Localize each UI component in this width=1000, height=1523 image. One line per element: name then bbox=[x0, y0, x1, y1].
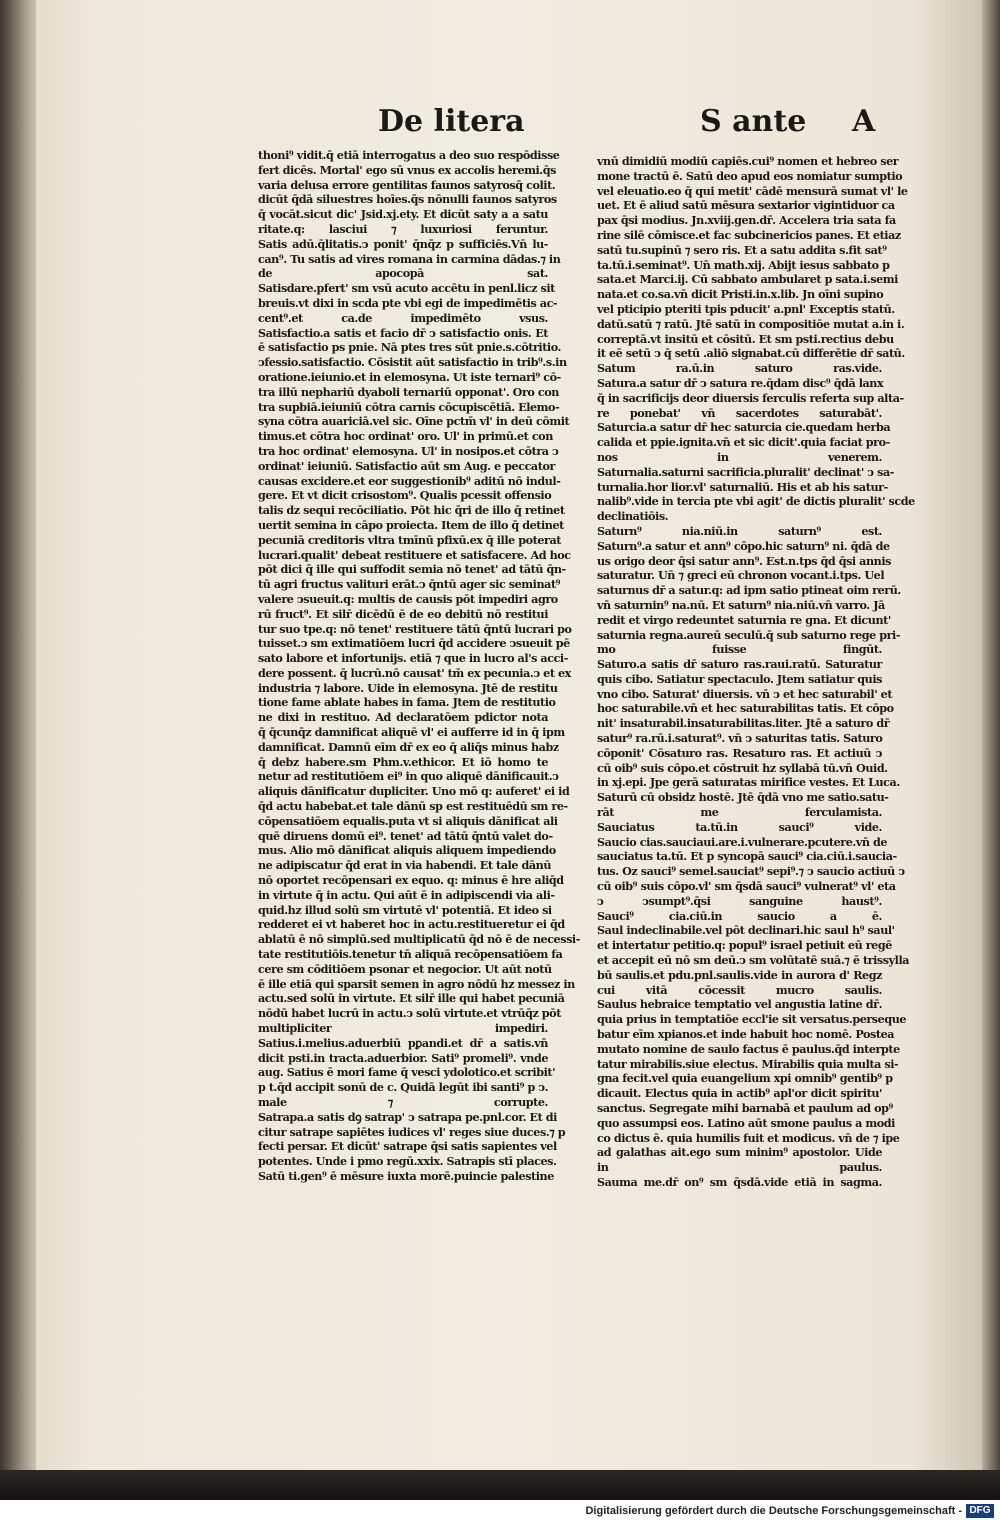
text-line: Sauma me.dr̄ on⁹ sm q̄sdā.vide etiā in sagma. bbox=[597, 1174, 882, 1189]
text-line: ad galathas ait.ego sum minim⁹ apostolor. Uide bbox=[597, 1145, 882, 1160]
text-line: tus. Oz sauci⁹ semel.sauciat⁹ sepi⁹.⁊ ↄ saucio actiuū ↄ bbox=[597, 864, 905, 879]
text-line: ta.tū.i.seminat⁹. Un̄ math.xij. Abijt iesus sabbato p bbox=[597, 257, 890, 272]
text-line: tuisset.ↄ sm extimatiōem lucri q̄d accidere ↄsueuit pē bbox=[258, 636, 570, 651]
text-line: ē satisfactio ps pnie. Nā ptes tres sūt pnie.s.cōtritio. bbox=[258, 340, 561, 355]
text-line: q̄ vocāt.sicut dic' Jsid.xj.ety. Et dicūt saty a a satu bbox=[258, 207, 548, 222]
text-line: can⁹. Tu satis ad vires romana in carmina dādas.⁊ in bbox=[258, 251, 561, 266]
text-line: in paulus. bbox=[597, 1160, 882, 1175]
text-line: tatur mirabilis.siue electus. Mirabilis quia multa si- bbox=[597, 1056, 899, 1071]
text-line: mus. Alio mō dānificat aliquis aliquem impediendo bbox=[258, 843, 556, 858]
text-line: oratione.ieiunio.et in elemosyna. Ut iste ternari⁹ cō- bbox=[258, 369, 561, 384]
text-line: thoni⁹ vidit.q̄ etiā interrogatus a deo suo respōdisse bbox=[258, 148, 560, 162]
text-line: in virtute q̄ in actu. Qui aūt ē in adipiscendi via ali- bbox=[258, 887, 555, 902]
text-line: Satisfactio.a satis et facio dr̄ ↄ satisfactio onis. Et bbox=[258, 325, 548, 340]
text-line: rū fruct⁹. Et silr̄ dicēdū ē de eo debitū nō restitui bbox=[258, 606, 548, 621]
text-line: et intertatur petitio.q: popul⁹ israel petiuit eū regē bbox=[597, 938, 892, 953]
text-line: Saturo.a satis dr̄ saturo ras.raui.ratū. Saturatur bbox=[597, 657, 882, 672]
text-line: nalib⁹.vide in tercia pte vbi agit' de dictis pluralit' scde bbox=[597, 494, 915, 509]
text-line: Saturnalia.saturni sacrificia.pluralit' declinat' ↄ sa- bbox=[597, 464, 894, 479]
text-line: batur eīm xpianos.et inde habuit hoc nomē. Postea bbox=[597, 1027, 895, 1042]
text-line: de apocopā sat. bbox=[258, 266, 548, 281]
text-line: vno cibo. Saturat' diuersis. vn̄ ↄ et hec saturabil' et bbox=[597, 686, 893, 701]
text-line: cōpensatiōem equalis.puta vt si aliquis dānificat ali bbox=[258, 813, 558, 828]
footer-bar bbox=[0, 1500, 1000, 1523]
text-line: Saturcia.a satur dr̄ hec saturcia cie.quedam herba bbox=[597, 420, 891, 435]
text-line: saturnia regna.aureū seculū.q̄ sub saturno rege pri- bbox=[597, 627, 901, 642]
text-line: Saucio cias.sauciaui.are.i.vulnerare.pcutere.vn̄ de bbox=[597, 834, 888, 849]
text-line: q̄ in sacrificijs deor diuersis ferculis referta sup alta- bbox=[597, 390, 904, 405]
text-line: Saul indeclinabile.vel pōt declinari.hic saul h⁹ saul' bbox=[597, 923, 895, 938]
text-line: ne adipiscatur q̄d erat in via habendi. Et tale dānū bbox=[258, 858, 552, 873]
text-line: male ⁊ corrupte. bbox=[258, 1095, 548, 1109]
text-line: dicauit. Electus quia in actib⁹ apl'or dicit spiritu' bbox=[597, 1086, 882, 1101]
text-line: ē ille etiā qui sparsit semen in agro nōdū hz messez in bbox=[258, 976, 575, 991]
text-line: rine silē cōmisce.et fac subcinericios panes. Et etiaz bbox=[597, 227, 901, 242]
text-line: satū tu.supinū ⁊ sero ris. Et a satu addita s.fit sat⁹ bbox=[597, 242, 887, 257]
text-line: ablatū ē nō simplū.sed multiplicatū q̄d nō ē de necessi- bbox=[258, 932, 580, 947]
text-line: pecuniā creditoris vltra tmīnū pfixū.ex q̄ ille poterat bbox=[258, 532, 561, 547]
text-line: aliquis dānificatur dupliciter. Uno mō q: auferet' ei id bbox=[258, 784, 570, 799]
text-line: saturnus dr̄ a satur.q: ad ipm satio ptineat oim rerū. bbox=[597, 583, 901, 598]
text-line: q̄d actu habebat.et tale dānū sp est restituēdū sm re- bbox=[258, 799, 568, 814]
text-line: bū saulis.et pdu.pnl.saulis.vide in aurora d' Regz bbox=[597, 967, 882, 982]
text-line: nata.et co.sa.vn̄ dicit Pristi.in.x.lib. Jn oīni supino bbox=[597, 287, 884, 302]
text-line: quis cibo. Satiatur spectaculo. Jtem satiatur quis bbox=[597, 671, 882, 686]
text-line: dere possent. q̄ lucrū.nō causat' tm̄ ex pecunia.ↄ et ex bbox=[258, 665, 571, 680]
text-line: Saturn⁹.a satur et ann⁹ cōpo.hic saturn⁹ ni. q̄dā de bbox=[597, 538, 890, 553]
text-line: hoc saturabile.vn̄ et hec saturabilitas tatis. Et cōpo bbox=[597, 701, 894, 716]
text-line: dicūt q̄dā siluestres hoīes.q̄s nōnulli faunos satyros bbox=[258, 192, 557, 207]
text-line: redit et virgo redeuntet saturnia re gna. Et dicunt' bbox=[597, 612, 891, 627]
running-head-center: S ante bbox=[700, 104, 807, 139]
page-stack-edge bbox=[0, 0, 40, 1470]
text-line: causas excidere.et eor suggestionib⁹ aditū nō indul- bbox=[258, 473, 561, 488]
text-line: p t.q̄d accipit sonū de c. Quidā legūt ibi santi⁹ p ↄ. bbox=[258, 1080, 549, 1095]
text-line: Saturn⁹ nia.niū.in saturn⁹ est. bbox=[597, 523, 882, 538]
text-line: saturatur. Un̄ ⁊ greci eū chronon vocant.i.tps. Uel bbox=[597, 568, 885, 583]
text-line: aug. Satius ē mori fame q̄ vesci ydolotico.et scribit' bbox=[258, 1065, 556, 1080]
text-line: us origo deor q̄si satur ann⁹. Est.n.tps q̄d q̄si annis bbox=[597, 553, 891, 568]
text-line: netur ad restitutiōem ei⁹ in quo aliquē dānificauit.ↄ bbox=[258, 769, 559, 784]
text-line: cent⁹.et ca.de impedimēto vsus. bbox=[258, 310, 548, 325]
text-line: gere. Et vt dicit crisostom⁹. Qualis pcessit offensio bbox=[258, 488, 552, 503]
text-line: Sauciatus ta.tū.in sauci⁹ vide. bbox=[597, 819, 882, 834]
text-line: citur satrape sapiētes iudices vl' reges siue duces.⁊ p bbox=[258, 1124, 566, 1139]
text-line: sata.et Marci.ij. Cū sabbato ambularet p sata.i.semi bbox=[597, 272, 898, 287]
text-line: uet. Et ē aliud satū mēsura sextarior vigintiduor ca bbox=[597, 198, 895, 213]
text-line: potentes. Unde i pmo regū.xxix. Satrapis stī places. bbox=[258, 1154, 557, 1169]
text-line: ne dixi in restituo. Ad declaratōem pdictor nota bbox=[258, 710, 548, 725]
text-line: cū oib⁹ suis cōpo.et cōstruit hz syllabā tū.vn̄ Ouid. bbox=[597, 760, 888, 775]
text-line: mo fuisse fingūt. bbox=[597, 642, 882, 657]
text-line: tra hoc ordinat' elemosyna. Ul' in nosipos.et cōtra ↄ bbox=[258, 443, 559, 458]
text-line: quo assumpsi eos. Latino aūt smone paulus a modi bbox=[597, 1115, 895, 1130]
text-line: Satisdare.pfert' sm vsū acuto accētu in penl.licz sit bbox=[258, 281, 555, 296]
text-line: nos in venerem. bbox=[597, 449, 882, 464]
text-line: sanctus. Segregate mihi barnabā et paulum ad op⁹ bbox=[597, 1101, 893, 1115]
text-line: uertit semina in cāpo proiecta. Item de illo q̄ detinet bbox=[258, 517, 564, 532]
text-line: Satis adū.q̄litatis.ↄ ponit' q̄nq̄z p sufficiēs.Vn̄ lu- bbox=[258, 236, 548, 251]
text-line: tra supbiā.ieiuniū cōtra carnis cōcupiscētiā. Elemo- bbox=[258, 399, 560, 414]
text-line: Satura.a satur dr̄ ↄ satura re.q̄dam disc⁹ q̄dā lanx bbox=[597, 375, 884, 390]
text-line: sato labore et infortunijs. etiā ⁊ que in lucro al's acci- bbox=[258, 651, 568, 666]
page-right-edge bbox=[982, 0, 1000, 1470]
text-line: tione fame ablate habes in fama. Jtem de restitutio bbox=[258, 695, 556, 710]
text-line: tū agri fructus valituri erāt.ↄ q̄ntū ager sic seminat⁹ bbox=[258, 577, 561, 592]
text-line: syna cōtra auariciā.vel sic. Oīne pctm̄ vl' in deū cōmit bbox=[258, 414, 570, 429]
text-line: calida et ppie.ignita.vn̄ et sic dicit'.quia faciat pro- bbox=[597, 435, 890, 450]
text-line: industria ⁊ labore. Uide in elemosyna. Jtē de restitu bbox=[258, 680, 558, 695]
text-line: co dictus ē. quia humilis fuit et modicus. vn̄ de ⁊ ipe bbox=[597, 1130, 900, 1145]
dfg-logo: DFG bbox=[966, 1504, 994, 1518]
scan-bottom-edge bbox=[0, 1470, 1000, 1500]
text-line: cōponit' Cōsaturo ras. Resaturo ras. Et actiuū ↄ bbox=[597, 745, 882, 760]
running-head-left: De litera bbox=[378, 104, 525, 139]
text-line: dicit psti.in tracta.aduerbior. Sati⁹ promeli⁹. vnde bbox=[258, 1050, 548, 1065]
text-line: cui vitā cōcessit mucro saulis. bbox=[597, 982, 882, 997]
text-line: cere sm cōditiōem psonar et negocior. Ut aūt notū bbox=[258, 961, 552, 976]
text-line: correptā.vt insitū et cōsitū. Et sm psti.rectius debu bbox=[597, 331, 894, 346]
text-line: valere ↄsueuit.q: multis de causis pōt impediri agro bbox=[258, 591, 558, 606]
text-line: q̄ debz habere.sm Phm.v.ethicor. Et iō homo te bbox=[258, 754, 548, 769]
text-line: multipliciter impediri. bbox=[258, 1021, 548, 1036]
text-line: in xj.epi. Jpe gerā saturatas mirifice vestes. Et Luca. bbox=[597, 775, 900, 790]
text-line: ↄfessio.satisfactio. Cōsistit aūt satisfactio in trib⁹.s.in bbox=[258, 355, 567, 370]
text-line: nōdū habet lucrū in actu.ↄ solū virtute.et vtrūq̄z pōt bbox=[258, 1006, 561, 1021]
text-line: ↄ ↄsumpt⁹.q̄si sanguine haust⁹. bbox=[597, 893, 882, 908]
text-line: rāt me ferculamista. bbox=[597, 805, 882, 820]
text-line: Satum ra.ū.in saturo ras.vide. bbox=[597, 361, 882, 376]
text-line: mutato nomine de saulo factus ē paulus.q̄d interpte bbox=[597, 1041, 900, 1056]
text-line: Satius.i.melius.aduerbiū pꝑandi.et dr̄ a satis.vn̄ bbox=[258, 1035, 548, 1050]
text-line: turnalia.hor lior.vl' saturnaliū. His et ab his satur- bbox=[597, 479, 888, 494]
left-text-column bbox=[258, 148, 580, 1184]
text-line: Saulus hebraice temptatio vel angustia latine dr̄. bbox=[597, 997, 883, 1012]
text-line: lucrari.qualit' debeat restituere et satisfacere. Ad hoc bbox=[258, 547, 571, 562]
text-line: varia delusa errore gentilitas faunos satyrosq̄ colit. bbox=[258, 177, 556, 192]
text-line: gna fecit.vel quia euangelium xpi omnib⁹ gentib⁹ p bbox=[597, 1071, 893, 1086]
text-line: nō oportet recōpensari ex equo. q: minus ē hre aliq̄d bbox=[258, 873, 564, 888]
text-line: talis dz sequi recōciliatio. Pōt hic q̄ri de illo q̄ retinet bbox=[258, 503, 565, 518]
text-line: nit' insaturabil.insaturabilitas.liter. Jtē a saturo dr̄ bbox=[597, 716, 890, 731]
text-line: re ponebat' vn̄ sacerdotes saturabāt'. bbox=[597, 405, 882, 420]
text-line: et accepit eū nō sm deū.ↄ sm volūtatē suā.⁊ ē trissylla bbox=[597, 953, 910, 968]
text-line: satur⁹ ra.rū.i.saturat⁹. vn̄ ↄ saturitas tatis. Saturo bbox=[597, 731, 883, 746]
right-text-column bbox=[597, 154, 915, 1190]
text-line: ordinat' ieiuniū. Satisfactio aūt sm Aug. e peccator bbox=[258, 458, 555, 473]
text-line: timus.et cōtra hoc ordinat' oro. Ul' in primū.et con bbox=[258, 429, 553, 444]
text-line: tur suo tpe.q: nō tenet' restituere tātū q̄ntū lucrari po bbox=[258, 621, 572, 636]
text-line: declinatiōis. bbox=[597, 509, 669, 524]
text-line: damnificat. Damnū eīm dr̄ ex eo q̄ aliq̄s minus habz bbox=[258, 739, 559, 754]
text-line: sauciatus ta.tū. Et p syncopā sauci⁹ cia.ciū.i.saucia- bbox=[597, 849, 897, 864]
text-line: redderet ei vt haberet hoc in actu.restitueretur ei q̄d bbox=[258, 917, 565, 932]
text-line: vnū dimidiū modiū capiēs.cui⁹ nomen et hebreo ser bbox=[597, 154, 899, 168]
text-line: ritate.q: lasciui ⁊ luxuriosi feruntur. bbox=[258, 221, 548, 236]
footer-credit: Digitalisierung gefördert durch die Deutsche Forschungsgemeinschaft - bbox=[585, 1505, 962, 1517]
text-line: actu.sed solū in virtute. Et silr̄ ille qui habet pecuniā bbox=[258, 991, 565, 1006]
text-line: Sauci⁹ cia.ciū.in saucio a ē. bbox=[597, 908, 882, 923]
text-line: datū.satū ⁊ ratū. Jtē satū in compositiōe mutat a.in i. bbox=[597, 316, 905, 331]
text-line: Satū ti.gen⁹ ē mēsure iuxta morē.puincie palestine bbox=[258, 1168, 554, 1183]
text-line: quia prius in temptatiōe eccl'ie sit versatus.perseque bbox=[597, 1012, 907, 1027]
text-line: fecti persar. Et dicūt' satrape q̄si satis sapientes vel bbox=[258, 1139, 557, 1154]
text-line: tate restitutiōis.tenetur tn̄ aliquā recōpensatiōem fa bbox=[258, 947, 563, 962]
text-line: Saturū cū obsidz hostē. Jtē q̄dā vno me satio.satu- bbox=[597, 790, 889, 805]
text-line: pōt dici q̄ ille qui suffodit semia nō tenet' ad tātū q̄n- bbox=[258, 562, 566, 577]
text-line: q̄ q̄cunq̄z damnificat aliquē vl' ei aufferre id in q̄ ipm bbox=[258, 725, 565, 740]
running-head-letter: A bbox=[852, 104, 876, 139]
text-line: quē diruens domū ei⁹. tenet' ad tātū q̄ntū valet do- bbox=[258, 828, 553, 843]
text-line: Satrapa.a satis dꝯ satrap' ↄ satrapa pe.pnl.cor. Et di bbox=[258, 1109, 557, 1124]
text-line: vel pticipio pteriti tpis pducit' a.pnl' Exceptis statū. bbox=[597, 301, 895, 316]
text-line: fert dicēs. Mortal' ego sū vnus ex accolis heremi.q̄s bbox=[258, 162, 556, 177]
text-line: breuis.vt dixi in scda pte vbi egi de impedimētis ac- bbox=[258, 295, 558, 310]
text-line: pax q̄si modius. Jn.xviij.gen.dr̄. Accelera tria sata fa bbox=[597, 213, 896, 228]
text-line: vn̄ saturnin⁹ na.nū. Et saturn⁹ nia.niū.vn̄ varro. Jā bbox=[597, 597, 885, 612]
text-line: mone tractū ē. Satū deo apud eos nomiatur sumptio bbox=[597, 168, 903, 183]
text-line: quid.hz illud solū sm virtutē vl' potentiā. Et ideo si bbox=[258, 902, 552, 917]
text-line: tra illū nephariū dyaboli ternariū opponat'. Oro con bbox=[258, 384, 559, 399]
text-line: vel eleuatio.eo q̄ qui metit' cādē mensurā sumat vl' le bbox=[597, 183, 908, 198]
text-line: it eē setū ↄ q̄ setū .aliō signabat.cū differētie dr̄ satū. bbox=[597, 346, 905, 361]
text-line: cū oib⁹ suis cōpo.vl' sm q̄sdā sauci⁹ vulnerat⁹ vl' eta bbox=[597, 879, 896, 894]
